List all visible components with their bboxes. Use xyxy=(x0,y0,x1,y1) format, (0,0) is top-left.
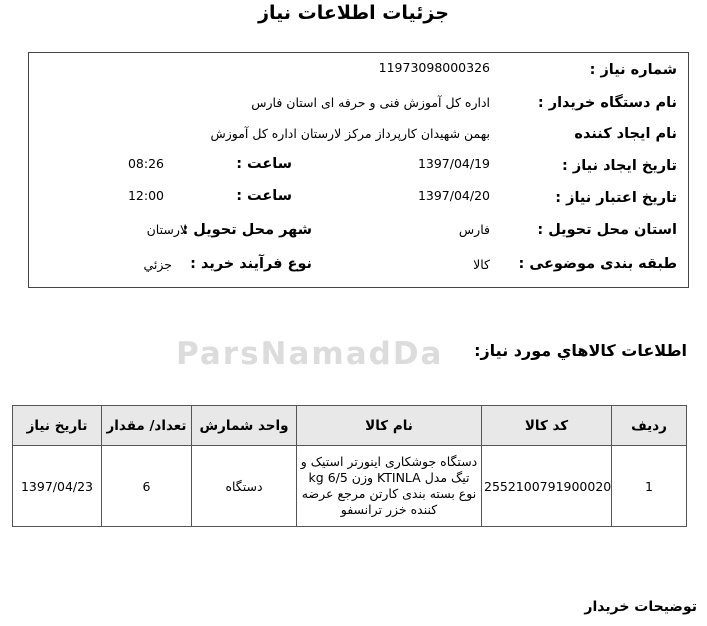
header-unit: واحد شمارش xyxy=(192,406,297,446)
validity-date-label: تاریخ اعتبار نیاز : xyxy=(555,190,677,206)
validity-time-value: 12:00 xyxy=(127,188,164,203)
created-date-label: تاریخ ایجاد نیاز : xyxy=(562,158,677,174)
creator-value: بهمن شهیدان کارپرداز مرکز لارستان اداره کل آموزش xyxy=(210,126,490,141)
header-item-name: نام کالا xyxy=(297,406,482,446)
header-item-code: کد کالا xyxy=(482,406,612,446)
buyer-notes-label: توضیحات خریدار xyxy=(584,599,697,615)
creator-label: نام ایجاد کننده xyxy=(574,126,677,142)
items-table-header xyxy=(13,406,687,446)
cell-need-date: 1397/04/23 xyxy=(13,446,102,527)
cell-unit: دستگاه xyxy=(192,446,297,527)
items-table xyxy=(12,405,687,527)
items-section-title: اطلاعات کالاهاي مورد نياز: xyxy=(474,341,687,360)
validity-time-label: ساعت : xyxy=(236,188,292,204)
header-row-number: ردیف xyxy=(612,406,687,446)
created-time-value: 08:26 xyxy=(127,156,164,171)
created-date-value: 1397/04/19 xyxy=(417,156,490,171)
need-number-value: 11973098000326 xyxy=(378,60,490,75)
process-value: جزئي xyxy=(143,257,172,272)
created-time-label: ساعت : xyxy=(236,156,292,172)
validity-date-value: 1397/04/20 xyxy=(417,188,490,203)
watermark-logo-text: ParsNamadDa xyxy=(176,336,444,372)
province-label: استان محل تحویل : xyxy=(537,222,677,238)
city-label: شهر محل تحویل : xyxy=(182,222,312,238)
page-title: جزئیات اطلاعات نیاز xyxy=(258,2,449,24)
city-value: لارستان xyxy=(146,222,187,237)
category-value: کالا xyxy=(473,257,490,272)
buyer-value: اداره کل آموزش فنی و حرفه ای استان فارس xyxy=(251,95,490,110)
category-label: طبقه بندی موضوعی : xyxy=(518,256,677,272)
cell-quantity: 6 xyxy=(102,446,192,527)
cell-item-name: دستگاه جوشکاری اینورتر استیک و تیگ مدل KTINLA وزن kg 6/5 نوع بسته بندی کارتن مرجع عرضه کننده خزر ترانسفو xyxy=(297,446,482,527)
cell-item-code: 2552100791900020 xyxy=(482,446,612,527)
buyer-label: نام دستگاه خریدار : xyxy=(537,95,677,111)
header-quantity: تعداد/ مقدار xyxy=(102,406,192,446)
need-number-label: شماره نیاز : xyxy=(589,62,677,78)
province-value: فارس xyxy=(458,222,490,237)
cell-row-number: 1 xyxy=(612,446,687,527)
table-row xyxy=(13,446,687,527)
process-label: نوع فرآیند خرید : xyxy=(190,256,312,272)
header-need-date: تاریخ نیاز xyxy=(13,406,102,446)
